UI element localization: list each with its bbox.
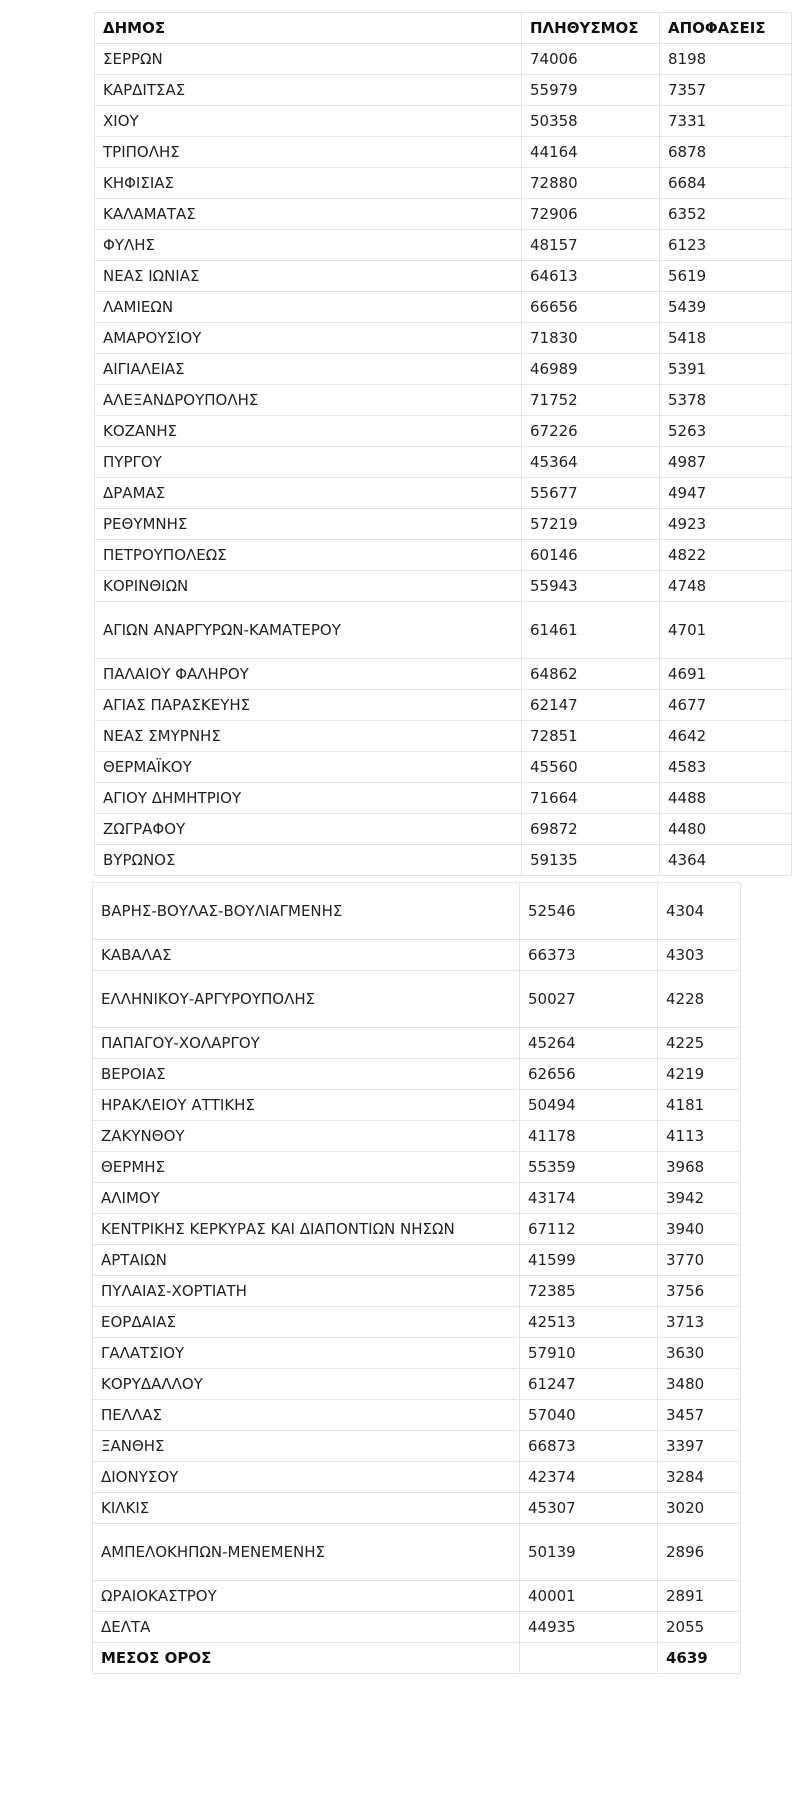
decisions-cell: 3457 — [658, 1400, 741, 1431]
municipality-cell: ΗΡΑΚΛΕΙΟΥ ΑΤΤΙΚΗΣ — [93, 1090, 520, 1121]
decisions-cell: 8198 — [660, 44, 792, 75]
table-row — [93, 1524, 741, 1581]
table-row — [95, 659, 792, 690]
table-header-row — [95, 13, 792, 44]
summary-average: 4639 — [658, 1643, 741, 1674]
table-row — [93, 1431, 741, 1462]
decisions-cell: 6684 — [660, 168, 792, 199]
municipality-cell: ΦΥΛΗΣ — [95, 230, 522, 261]
decisions-cell: 4181 — [658, 1090, 741, 1121]
municipality-cell: ΑΓΙΩΝ ΑΝΑΡΓΥΡΩΝ-ΚΑΜΑΤΕΡΟΥ — [95, 602, 522, 659]
population-cell: 46989 — [522, 354, 660, 385]
population-cell: 71752 — [522, 385, 660, 416]
decisions-cell: 4225 — [658, 1028, 741, 1059]
decisions-cell: 5439 — [660, 292, 792, 323]
decisions-cell: 4701 — [660, 602, 792, 659]
municipality-cell: ΕΛΛΗΝΙΚΟΥ-ΑΡΓΥΡΟΥΠΟΛΗΣ — [93, 971, 520, 1028]
municipality-cell: ΝΕΑΣ ΣΜΥΡΝΗΣ — [95, 721, 522, 752]
population-cell: 72880 — [522, 168, 660, 199]
table-row — [95, 783, 792, 814]
decisions-cell: 3284 — [658, 1462, 741, 1493]
decisions-cell: 4822 — [660, 540, 792, 571]
municipality-cell: ΚΑΒΑΛΑΣ — [93, 940, 520, 971]
population-cell: 72851 — [522, 721, 660, 752]
table-row — [95, 230, 792, 261]
decisions-cell: 4691 — [660, 659, 792, 690]
decisions-cell: 2055 — [658, 1612, 741, 1643]
decisions-cell: 4480 — [660, 814, 792, 845]
summary-population — [520, 1643, 658, 1674]
population-cell: 59135 — [522, 845, 660, 876]
decisions-cell: 3968 — [658, 1152, 741, 1183]
population-cell: 44164 — [522, 137, 660, 168]
population-cell: 66873 — [520, 1431, 658, 1462]
municipality-cell: ΘΕΡΜΑΪΚΟΥ — [95, 752, 522, 783]
municipality-cell: ΔΙΟΝΥΣΟΥ — [93, 1462, 520, 1493]
table-row — [93, 1121, 741, 1152]
decisions-cell: 6352 — [660, 199, 792, 230]
decisions-cell: 5391 — [660, 354, 792, 385]
decisions-cell: 4642 — [660, 721, 792, 752]
population-cell: 45264 — [520, 1028, 658, 1059]
municipality-cell: ΔΡΑΜΑΣ — [95, 478, 522, 509]
table-row — [95, 168, 792, 199]
municipalities-table-top — [94, 12, 792, 876]
population-cell: 60146 — [522, 540, 660, 571]
decisions-cell: 2896 — [658, 1524, 741, 1581]
decisions-cell: 4987 — [660, 447, 792, 478]
decisions-cell: 4304 — [658, 883, 741, 940]
decisions-cell: 5263 — [660, 416, 792, 447]
table-row — [95, 721, 792, 752]
decisions-cell: 4303 — [658, 940, 741, 971]
municipality-cell: ΧΙΟΥ — [95, 106, 522, 137]
table-row — [95, 571, 792, 602]
table-row — [95, 447, 792, 478]
table-row — [93, 971, 741, 1028]
municipality-cell: ΖΑΚΥΝΘΟΥ — [93, 1121, 520, 1152]
table-row — [95, 416, 792, 447]
population-cell: 69872 — [522, 814, 660, 845]
table-row — [95, 602, 792, 659]
decisions-cell: 3630 — [658, 1338, 741, 1369]
table-row — [93, 1338, 741, 1369]
table-row — [93, 1400, 741, 1431]
population-cell: 42374 — [520, 1462, 658, 1493]
municipality-cell: ΒΑΡΗΣ-ΒΟΥΛΑΣ-ΒΟΥΛΙΑΓΜΕΝΗΣ — [93, 883, 520, 940]
table-row — [93, 1090, 741, 1121]
municipalities-table-bottom — [92, 882, 741, 1674]
population-cell: 40001 — [520, 1581, 658, 1612]
decisions-cell: 7357 — [660, 75, 792, 106]
table-row — [93, 1059, 741, 1090]
population-cell: 41178 — [520, 1121, 658, 1152]
decisions-cell: 5418 — [660, 323, 792, 354]
summary-label: ΜΕΣΟΣ ΟΡΟΣ — [93, 1643, 520, 1674]
population-cell: 43174 — [520, 1183, 658, 1214]
population-cell: 64613 — [522, 261, 660, 292]
municipality-cell: ΣΕΡΡΩΝ — [95, 44, 522, 75]
decisions-cell: 4923 — [660, 509, 792, 540]
decisions-cell: 7331 — [660, 106, 792, 137]
population-cell: 57910 — [520, 1338, 658, 1369]
municipality-cell: ΚΙΛΚΙΣ — [93, 1493, 520, 1524]
table-row — [93, 1462, 741, 1493]
decisions-cell: 4113 — [658, 1121, 741, 1152]
municipality-cell: ΠΕΛΛΑΣ — [93, 1400, 520, 1431]
population-cell: 67112 — [520, 1214, 658, 1245]
decisions-cell: 3397 — [658, 1431, 741, 1462]
municipality-cell: ΑΓΙΑΣ ΠΑΡΑΣΚΕΥΗΣ — [95, 690, 522, 721]
municipality-cell: ΚΑΛΑΜΑΤΑΣ — [95, 199, 522, 230]
municipality-cell: ΓΑΛΑΤΣΙΟΥ — [93, 1338, 520, 1369]
population-cell: 55677 — [522, 478, 660, 509]
decisions-cell: 4219 — [658, 1059, 741, 1090]
table-row — [95, 106, 792, 137]
municipality-cell: ΚΗΦΙΣΙΑΣ — [95, 168, 522, 199]
municipality-cell: ΤΡΙΠΟΛΗΣ — [95, 137, 522, 168]
population-cell: 50027 — [520, 971, 658, 1028]
table-row — [95, 845, 792, 876]
decisions-cell: 4748 — [660, 571, 792, 602]
municipality-cell: ΚΟΡΥΔΑΛΛΟΥ — [93, 1369, 520, 1400]
decisions-cell: 3940 — [658, 1214, 741, 1245]
decisions-cell: 3942 — [658, 1183, 741, 1214]
decisions-cell: 4364 — [660, 845, 792, 876]
table-row — [93, 1276, 741, 1307]
population-cell: 61461 — [522, 602, 660, 659]
table-row — [93, 1307, 741, 1338]
population-cell: 48157 — [522, 230, 660, 261]
population-cell: 50139 — [520, 1524, 658, 1581]
municipality-cell: ΠΑΠΑΓΟΥ-ΧΟΛΑΡΓΟΥ — [93, 1028, 520, 1059]
table-row — [95, 690, 792, 721]
table-row — [95, 509, 792, 540]
table-row — [95, 354, 792, 385]
population-cell: 61247 — [520, 1369, 658, 1400]
municipality-cell: ΕΟΡΔΑΙΑΣ — [93, 1307, 520, 1338]
municipality-cell: ΠΑΛΑΙΟΥ ΦΑΛΗΡΟΥ — [95, 659, 522, 690]
table-row — [95, 44, 792, 75]
decisions-cell: 3756 — [658, 1276, 741, 1307]
decisions-cell: 4583 — [660, 752, 792, 783]
table-row — [95, 137, 792, 168]
decisions-cell: 3713 — [658, 1307, 741, 1338]
municipality-cell: ΡΕΘΥΜΝΗΣ — [95, 509, 522, 540]
table-row — [93, 940, 741, 971]
population-cell: 74006 — [522, 44, 660, 75]
table-row — [95, 261, 792, 292]
municipality-cell: ΑΛΕΞΑΝΔΡΟΥΠΟΛΗΣ — [95, 385, 522, 416]
table-row — [95, 540, 792, 571]
table-row — [95, 814, 792, 845]
municipality-cell: ΑΜΑΡΟΥΣΙΟΥ — [95, 323, 522, 354]
municipality-cell: ΩΡΑΙΟΚΑΣΤΡΟΥ — [93, 1581, 520, 1612]
decisions-cell: 6123 — [660, 230, 792, 261]
population-cell: 55979 — [522, 75, 660, 106]
population-cell: 72385 — [520, 1276, 658, 1307]
population-cell: 41599 — [520, 1245, 658, 1276]
header-decisions: ΑΠΟΦΑΣΕΙΣ — [660, 13, 792, 44]
decisions-cell: 6878 — [660, 137, 792, 168]
population-cell: 62656 — [520, 1059, 658, 1090]
table-row — [93, 1369, 741, 1400]
header-municipality: ΔΗΜΟΣ — [95, 13, 522, 44]
municipality-cell: ΒΕΡΟΙΑΣ — [93, 1059, 520, 1090]
municipality-cell: ΚΟΖΑΝΗΣ — [95, 416, 522, 447]
decisions-cell: 2891 — [658, 1581, 741, 1612]
table-row — [93, 1581, 741, 1612]
municipality-cell: ΞΑΝΘΗΣ — [93, 1431, 520, 1462]
municipality-cell: ΖΩΓΡΑΦΟΥ — [95, 814, 522, 845]
municipality-cell: ΛΑΜΙΕΩΝ — [95, 292, 522, 323]
population-cell: 71830 — [522, 323, 660, 354]
table-row — [95, 75, 792, 106]
population-cell: 57219 — [522, 509, 660, 540]
municipality-cell: ΑΡΤΑΙΩΝ — [93, 1245, 520, 1276]
decisions-cell: 5619 — [660, 261, 792, 292]
municipality-cell: ΒΥΡΩΝΟΣ — [95, 845, 522, 876]
population-cell: 64862 — [522, 659, 660, 690]
decisions-cell: 4228 — [658, 971, 741, 1028]
municipality-cell: ΘΕΡΜΗΣ — [93, 1152, 520, 1183]
municipality-cell: ΚΟΡΙΝΘΙΩΝ — [95, 571, 522, 602]
decisions-cell: 5378 — [660, 385, 792, 416]
population-cell: 71664 — [522, 783, 660, 814]
population-cell: 55943 — [522, 571, 660, 602]
municipality-cell: ΑΓΙΟΥ ΔΗΜΗΤΡΙΟΥ — [95, 783, 522, 814]
population-cell: 62147 — [522, 690, 660, 721]
population-cell: 45307 — [520, 1493, 658, 1524]
population-cell: 66656 — [522, 292, 660, 323]
table-row — [93, 883, 741, 940]
municipality-cell: ΠΥΛΑΙΑΣ-ΧΟΡΤΙΑΤΗ — [93, 1276, 520, 1307]
municipality-cell: ΑΙΓΙΑΛΕΙΑΣ — [95, 354, 522, 385]
population-cell: 52546 — [520, 883, 658, 940]
population-cell: 72906 — [522, 199, 660, 230]
population-cell: 50494 — [520, 1090, 658, 1121]
population-cell: 45364 — [522, 447, 660, 478]
decisions-cell: 3770 — [658, 1245, 741, 1276]
table-row — [95, 199, 792, 230]
population-cell: 67226 — [522, 416, 660, 447]
decisions-cell: 3020 — [658, 1493, 741, 1524]
municipality-cell: ΠΥΡΓΟΥ — [95, 447, 522, 478]
header-population: ΠΛΗΘΥΣΜΟΣ — [522, 13, 660, 44]
population-cell: 50358 — [522, 106, 660, 137]
table-row — [93, 1028, 741, 1059]
decisions-cell: 4677 — [660, 690, 792, 721]
decisions-cell: 4947 — [660, 478, 792, 509]
table-row — [95, 323, 792, 354]
population-cell: 66373 — [520, 940, 658, 971]
table-row — [93, 1245, 741, 1276]
decisions-cell: 3480 — [658, 1369, 741, 1400]
table-row — [93, 1183, 741, 1214]
population-cell: 57040 — [520, 1400, 658, 1431]
table-row — [95, 752, 792, 783]
municipality-cell: ΚΑΡΔΙΤΣΑΣ — [95, 75, 522, 106]
municipality-cell: ΔΕΛΤΑ — [93, 1612, 520, 1643]
decisions-cell: 4488 — [660, 783, 792, 814]
municipality-cell: ΠΕΤΡΟΥΠΟΛΕΩΣ — [95, 540, 522, 571]
table-row — [93, 1214, 741, 1245]
population-cell: 55359 — [520, 1152, 658, 1183]
table-row — [95, 385, 792, 416]
table-row — [95, 478, 792, 509]
municipality-cell: ΑΛΙΜΟΥ — [93, 1183, 520, 1214]
summary-row — [93, 1643, 741, 1674]
table-row — [95, 292, 792, 323]
municipality-cell: ΝΕΑΣ ΙΩΝΙΑΣ — [95, 261, 522, 292]
population-cell: 44935 — [520, 1612, 658, 1643]
table-row — [93, 1612, 741, 1643]
population-cell: 45560 — [522, 752, 660, 783]
municipality-cell: ΚΕΝΤΡΙΚΗΣ ΚΕΡΚΥΡΑΣ ΚΑΙ ΔΙΑΠΟΝΤΙΩΝ ΝΗΣΩΝ — [93, 1214, 520, 1245]
population-cell: 42513 — [520, 1307, 658, 1338]
municipality-cell: ΑΜΠΕΛΟΚΗΠΩΝ-ΜΕΝΕΜΕΝΗΣ — [93, 1524, 520, 1581]
table-row — [93, 1152, 741, 1183]
table-row — [93, 1493, 741, 1524]
